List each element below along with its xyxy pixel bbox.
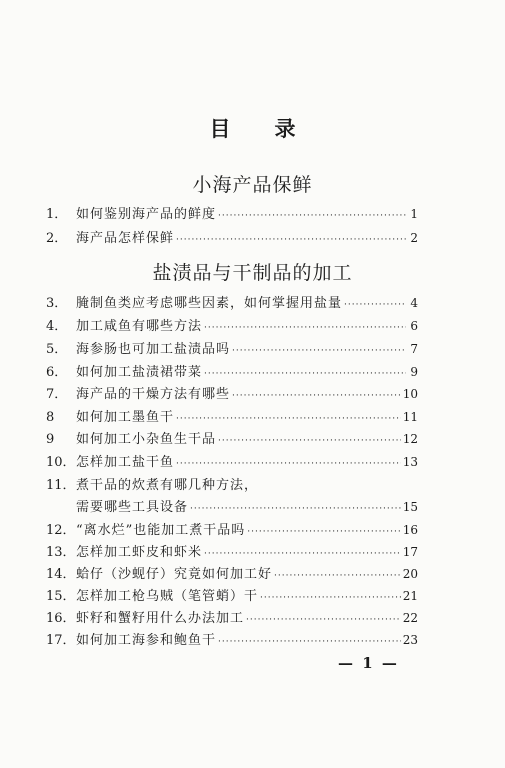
entry-page: 2 [410, 231, 418, 245]
section-heading-fresh: 小海产品保鲜 [192, 174, 313, 196]
entry-title: 怎样加工枪乌贼（笔管蛸）干 [76, 589, 259, 604]
entry-title: 怎样加工盐干鱼 [76, 455, 175, 470]
entry-number: 9 [46, 432, 55, 447]
toc-entry[interactable] [46, 451, 418, 471]
toc-entry[interactable] [46, 383, 418, 403]
section-heading-processing: 盐渍品与干制品的加工 [152, 262, 353, 284]
dot-leader [176, 235, 406, 245]
entry-page: 7 [410, 342, 418, 356]
toc-entry[interactable] [46, 361, 418, 381]
dot-leader [218, 436, 401, 446]
dot-leader [246, 615, 401, 625]
entry-title: 如何鉴别海产品的鲜度 [76, 207, 217, 222]
toc-entry[interactable] [46, 607, 418, 627]
entry-title: 海产品的干燥方法有哪些 [76, 387, 231, 402]
entry-title: “离水烂”也能加工煮干品吗 [76, 523, 246, 538]
toc-entry[interactable] [46, 406, 418, 426]
entry-page: 15 [402, 500, 418, 514]
entry-number: 17． [46, 633, 76, 648]
title-char-1: 目 [209, 117, 231, 141]
entry-page: 16 [402, 523, 418, 537]
toc-entry[interactable] [46, 338, 418, 358]
dot-leader [204, 549, 401, 559]
toc-entry[interactable] [46, 203, 418, 223]
dot-leader [232, 391, 401, 401]
dot-leader [204, 323, 406, 333]
entry-page: 20 [402, 567, 418, 581]
entry-number: 7． [46, 387, 68, 402]
toc-entry-continuation[interactable] [76, 496, 418, 516]
entry-title: 需要哪些工具设备 [76, 500, 189, 515]
entry-title: 煮干品的炊煮有哪几种方法， [76, 478, 259, 493]
entry-number: 1． [46, 207, 68, 222]
page-title [0, 113, 505, 143]
dot-leader [176, 459, 401, 469]
toc-entry[interactable] [46, 315, 418, 335]
entry-page: 22 [402, 611, 418, 625]
dot-leader [232, 346, 406, 356]
dot-leader [274, 571, 401, 581]
page-number-footer: — 1 — [338, 654, 399, 672]
toc-entry[interactable] [46, 541, 418, 561]
entry-title: 加工咸鱼有哪些方法 [76, 319, 203, 334]
entry-number: 16． [46, 611, 76, 626]
toc-entry[interactable] [46, 585, 418, 605]
entry-number: 3． [46, 296, 68, 311]
entry-number: 15． [46, 589, 76, 604]
entry-page: 12 [402, 432, 418, 446]
entry-title: 如何加工盐渍裙带菜 [76, 365, 203, 380]
entry-title: 海参肠也可加工盐渍品吗 [76, 342, 231, 357]
toc-entry[interactable] [46, 474, 418, 494]
toc-entry[interactable] [46, 563, 418, 583]
entry-title: 怎样加工虾皮和虾米 [76, 545, 203, 560]
title-char-2: 录 [274, 117, 296, 141]
entry-page: 17 [402, 545, 418, 559]
entry-page: 9 [410, 365, 418, 379]
entry-number: 13． [46, 545, 76, 560]
toc-entry[interactable] [46, 629, 418, 649]
entry-number: 2． [46, 231, 68, 246]
entry-number: 14． [46, 567, 76, 582]
entry-title: 虾籽和蟹籽用什么办法加工 [76, 611, 245, 626]
entry-title: 蛤仔（沙蚬仔）究竟如何加工好 [76, 567, 273, 582]
dot-leader [190, 504, 401, 514]
entry-page: 10 [402, 387, 418, 401]
entry-number: 6． [46, 365, 68, 380]
toc-entry[interactable] [46, 292, 418, 312]
entry-page: 11 [402, 410, 418, 424]
dot-leader [176, 414, 401, 424]
entry-number: 8 [46, 410, 55, 425]
entry-page: 4 [410, 296, 418, 310]
toc-entry[interactable] [46, 428, 418, 448]
entry-number: 12． [46, 523, 76, 538]
entry-page: 21 [402, 589, 418, 603]
toc-entry[interactable] [46, 519, 418, 539]
entry-number: 11． [46, 478, 76, 493]
entry-page: 1 [410, 207, 418, 221]
entry-title: 腌制鱼类应考虑哪些因素，如何掌握用盐量 [76, 296, 343, 311]
toc-entry[interactable] [46, 227, 418, 247]
dot-leader [204, 369, 406, 379]
entry-title: 如何加工墨鱼干 [76, 410, 175, 425]
dot-leader [218, 637, 401, 647]
dot-leader [218, 211, 406, 221]
dot-leader [344, 300, 406, 310]
entry-number: 4． [46, 319, 68, 334]
dot-leader [260, 593, 401, 603]
entry-title: 海产品怎样保鲜 [76, 231, 175, 246]
entry-page: 23 [402, 633, 418, 647]
entry-number: 10． [46, 455, 76, 470]
entry-page: 13 [402, 455, 418, 469]
entry-page: 6 [410, 319, 418, 333]
dot-leader [247, 527, 400, 537]
entry-title: 如何加工海参和鲍鱼干 [76, 633, 217, 648]
entry-number: 5． [46, 342, 68, 357]
entry-title: 如何加工小杂鱼生干品 [76, 432, 217, 447]
